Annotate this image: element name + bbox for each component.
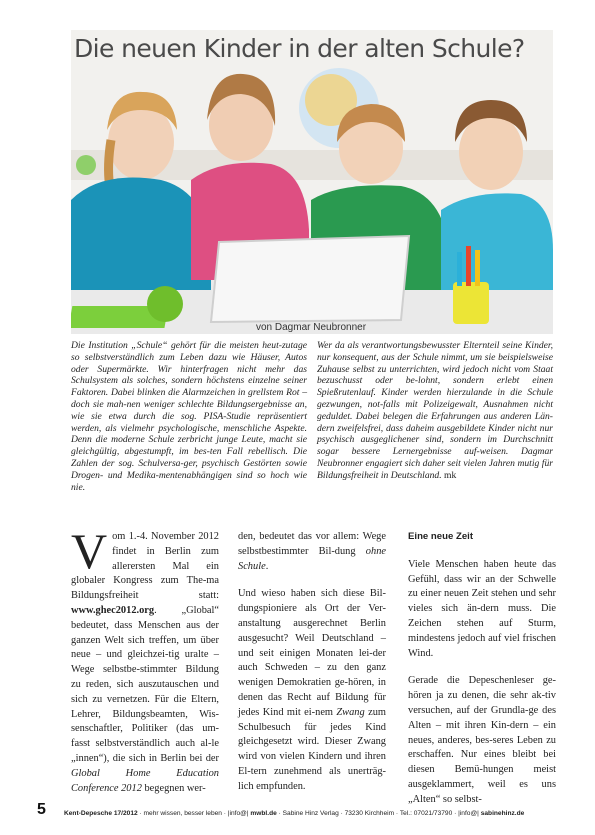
footer-tagline: · mehr wissen, besser leben · |info@| <box>137 810 251 817</box>
col3-paragraph-1: Viele Menschen haben heute das Gefühl, dass wir an der Schwelle zu einer neuen Zeit stehen und sehr vieles sich än-dern muss. Die Zeichen stehen auf Sturm, mindestens jedoch auf viel frischen Wind. <box>408 558 556 659</box>
column-1 <box>71 523 219 809</box>
column-2 <box>238 530 386 808</box>
col1-text-b: . „Global“ bedeutet, dass Menschen aus der ganzen Welt sich treffen, um über neue – und gleichzei-tig uralte – Wege selbstbe-stimmter Bildung zu reden, sich auszutauschen und sich zu vernetzen. Für die Eltern, Lehrer, Bildungsbeamten, Wis-senschaftler, Politiker (das um-fasst selbstverständlich auch al-le „innen“), die sich in Berlin bei der <box>71 604 219 764</box>
lead-right <box>317 340 553 482</box>
col1-text-a: om 1.-4. November 2012 findet in Berlin zum allerersten Mal ein globaler Kongress zum The-ma Bildungsfreiheit statt: <box>71 531 219 602</box>
lead-right-text: Wer da als verantwortungsbewusster Elternteil seine Kinder, nur konsequent, aus der Schule nimmt, um sie beispielsweise Zuhause selbst zu unterrichten, wird jedoch nicht vom Staat bezuschusst oder be-lohnt, sondern erlebt einen Spießrutenlauf. Kinder werden hierzulande in die Schule gezwungen, not-falls mit Polizeigewalt, Ausnahmen nicht geduldet. Dabei belegen die Erfahrungen aus anderen Län-dern zweifelsfrei, dass daheim ausgebildete Kinder nicht nur psychisch ausgeglichener sind, sondern im Durchschnitt sogar bessere Lernergebnisse auf-weisen. Dagmar Neubronner engagiert sich daher seit vielen Jahren mutig für Bildungsfreiheit in Deutschland. <box>317 340 553 481</box>
section-heading: Eine neue Zeit <box>408 531 474 542</box>
lead-signature: mk <box>444 469 457 481</box>
column-3 <box>408 530 556 821</box>
cover-photo <box>71 30 553 334</box>
footer-address: · Sabine Hinz Verlag · 73230 Kirchheim · Tel.: 07021/73790 · |info@| <box>276 810 481 817</box>
col3-paragraph-2: Gerade die Depeschenleser ge-hören ja zu denen, die sehr ak-tiv versuchen, auf der Grundla-ge des Alten – mit ihren Kin-dern – ein neues, anderes, bes-seres Leben zu erschaffen. Nur eines bleibt bei diesen Bemü-hungen meist ausgeklammert, weil es uns „Alten“ so selbst- <box>408 675 556 805</box>
col2-text-d: zum Schulbesuch für jedes Kind gleichgesetzt wird. Dieser Zwang wird von vielen Kindern und ihren El-tern zunehmend als unerträg-lich empfunden. <box>238 706 386 792</box>
col2-text-a: den, bedeutet das vor allem: Wege selbstbestimmter Bil-dung <box>238 531 386 557</box>
drop-cap: V <box>71 523 108 579</box>
footer-site-1[interactable]: mwbl.de <box>250 810 277 817</box>
conference-name: Global Home Education Conference 2012 <box>71 767 219 794</box>
byline: von Dagmar Neubronner <box>256 322 367 333</box>
children-tablet-illustration <box>71 30 553 334</box>
col2-text-b: . <box>265 560 269 572</box>
col2-text-c: Und wieso haben sich diese Bil-dungspioniere als Ort der Ver-anstaltung ausgerechnet Berlin ausgesucht? Weil Deutschland – und seit einigen Monaten lei-der auch Schweden – zu den ganz wenigen Demokratien ge-hören, in denen das Recht auf Bildung für jedes Kind mit ei-nem <box>238 588 386 718</box>
col1-text-c: begegnen wer- <box>141 782 206 794</box>
col2-emphasis-2: Zwang <box>336 706 365 718</box>
footer-issue: Kent-Depesche 17/2012 <box>64 810 138 817</box>
col2-emphasis-1: ohne Schule <box>238 545 386 572</box>
footer-site-2[interactable]: sabinehinz.de <box>480 810 525 817</box>
page-number: 5 <box>37 801 46 818</box>
lead-left: Die Institution „Schule“ gehört für die meisten heut-zutage so selbstverständlich zum Leben dazu wie Häuser, Autos oder Supermärkte. Wir hinterfragen nicht mehr das Schulsystem als solches, sondern höchstens einzelne seiner Faktoren. Dabei blinken die Alarmzeichen in grellstem Rot – doch sie mah-nen weniger schlechte Bildungsergebnisse an, wie sie etwa durch die sog. PISA-Studie repräsentiert werden, als vielmehr psychologische, menschliche Aspekte. Denn die moderne Schule zerbricht junge Leute, macht sie gleichgültig, abgestumpft, im bes-ten Fall rebellisch. Die Zahlen der sog. Schulversa-ger, psychisch Gestörten sowie Drogen- und Medika-mentenabhängigen sind so hoch wie nie. <box>71 340 307 493</box>
congress-url[interactable]: www.ghec2012.org <box>71 604 155 616</box>
page-title: Die neuen Kinder in der alten Schule? <box>74 34 525 63</box>
